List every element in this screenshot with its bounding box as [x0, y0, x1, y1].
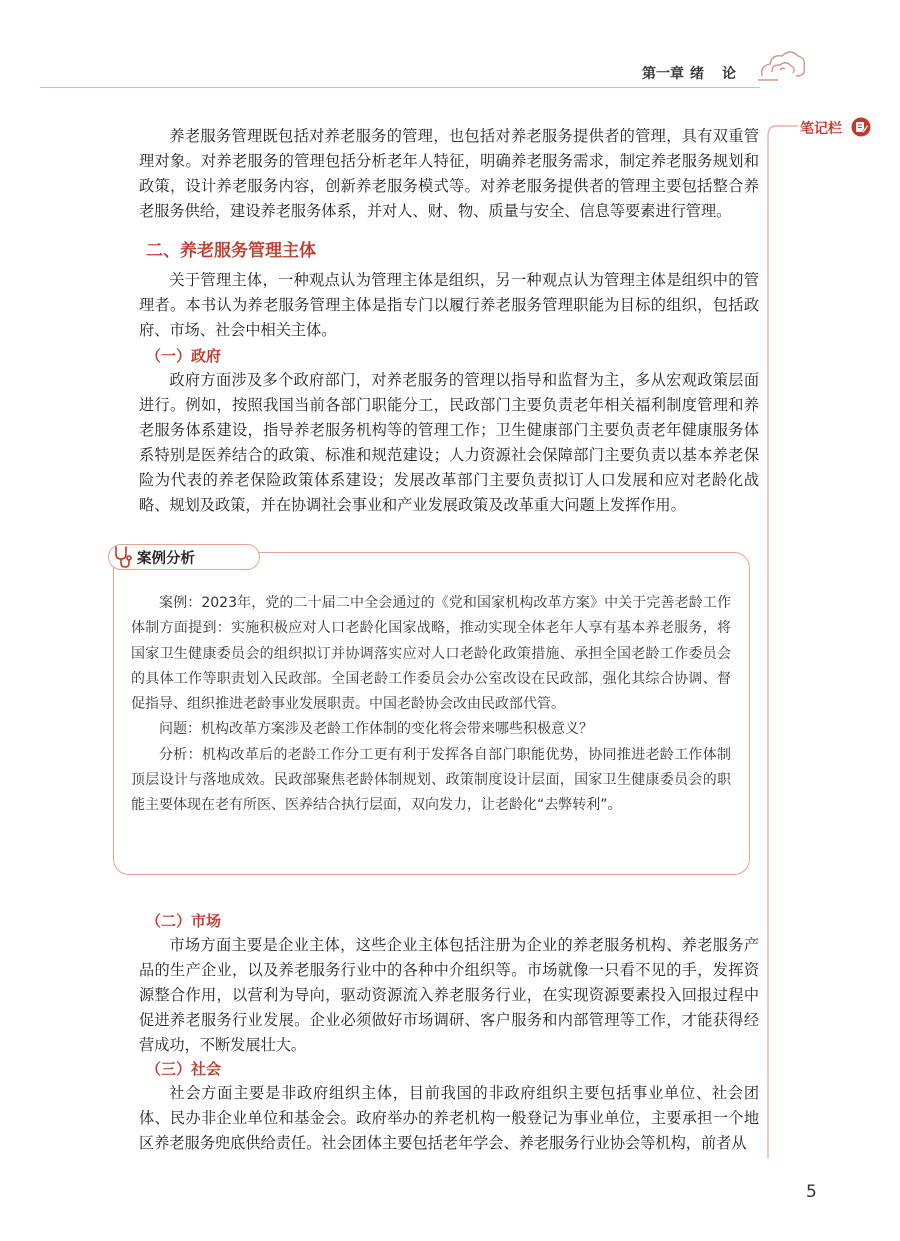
government-paragraph: 政府方面涉及多个政府部门，对养老服务的管理以指导和监督为主，多从宏观政策层面进行。例如，按照我国当前各部门职能分工，民政部门主要负责老年相关福利制度管理和养老服务体系建设，指导养老服务机构等的管理工作；卫生健康部门主要负责老年健康服务体系特别是医养结合的政策、标准和规范建设；人力资源社会保障部门主要负责以基本养老保险为代表的养老保险政策体系建设；发展改革部门主要负责拟订人口发展和应对老龄化战略、规划及政策，并在协调社会事业和产业发展政策及改革重大问题上发挥作用。 — [139, 371, 759, 514]
chapter-number: 第一章 — [642, 66, 684, 82]
subsection-heading-market: （二）市场 — [146, 912, 222, 930]
market-paragraph: 市场方面主要是企业主体，这些企业主体包括注册为企业的养老服务机构、养老服务产品的生产企业，以及养老服务行业中的各种中介组织等。市场就像一只看不见的手，发挥资源整合作用，以营利为导向，驱动资源流入养老服务行业，在实现资源要素投入回报过程中促进养老服务行业发展。企业必须做好市场调研、客户服务和内部管理等工作，才能获得经营成功，不断发展壮大。 — [139, 936, 759, 1054]
subsection-heading-society: （三）社会 — [146, 1060, 222, 1078]
subsection-heading-government: （一）政府 — [146, 347, 222, 365]
case-question: 问题：机构改革方案涉及老龄工作体制的变化将会带来哪些积极意义？ — [159, 721, 593, 738]
case-text: 案例：2023年，党的二十届二中全会通过的《党和国家机构改革方案》中关于完善老龄工作体制方面提到：实施积极应对人口老龄化国家战略，推动实现全体老年人享有基本养老服务，将国家卫生健康委员会的组织拟订并协调落实应对人口老龄化政策措施、承担全国老龄工作委员会的具体工作等职责划入民政部。全国老龄工作委员会办公室改设在民政部，强化其综合协调、督促指导、组织推进老龄事业发展职责。中国老龄协会改由民政部代管。 — [131, 595, 731, 713]
society-body — [139, 1081, 759, 1156]
government-body — [139, 368, 759, 518]
cloud-ornament-icon — [758, 42, 808, 86]
note-column-label: 笔记栏 — [800, 121, 842, 137]
case-study-content — [131, 591, 731, 819]
intro-section — [139, 124, 759, 224]
page-header — [0, 0, 900, 95]
section2-body — [139, 268, 759, 343]
pencil-note-icon — [851, 117, 871, 137]
margin-frame — [766, 118, 806, 1158]
page-number: 5 — [806, 1182, 817, 1202]
market-body — [139, 933, 759, 1058]
section-heading: 二、养老服务管理主体 — [146, 241, 316, 261]
case-study-title: 案例分析 — [137, 551, 195, 567]
chapter-title: 绪论 — [690, 66, 754, 82]
header-rule — [40, 87, 760, 88]
case-analysis: 分析：机构改革后的老龄工作分工更有利于发挥各自部门职能优势，协同推进老龄工作体制顶层设计与落地成效。民政部聚焦老龄体制规划、政策制度设计层面，国家卫生健康委员会的职能主要体现在老有所医、医养结合执行层面，双向发力，让老龄化“去弊转利”。 — [131, 746, 731, 814]
running-head — [642, 63, 754, 83]
society-paragraph: 社会方面主要是非政府组织主体，目前我国的非政府组织主要包括事业单位、社会团体、民办非企业单位和基金会。政府举办的养老机构一般登记为事业单位，主要承担一个地区养老服务兜底供给责任。社会团体主要包括老年学会、养老服务行业协会等机构，前者从 — [139, 1084, 759, 1152]
intro-paragraph: 养老服务管理既包括对养老服务的管理，也包括对养老服务提供者的管理，具有双重管理对象。对养老服务的管理包括分析老年人特征，明确养老服务需求，制定养老服务规划和政策，设计养老服务内容，创新养老服务模式等。对养老服务提供者的管理主要包括整合养老服务供给，建设养老服务体系，并对人、财、物、质量与安全、信息等要素进行管理。 — [139, 127, 759, 220]
section2-paragraph: 关于管理主体，一种观点认为管理主体是组织，另一种观点认为管理主体是组织中的管理者。本书认为养老服务管理主体是指专门以履行养老服务管理职能为目标的组织，包括政府、市场、社会中相关主体。 — [139, 271, 759, 339]
stethoscope-icon — [112, 545, 134, 569]
